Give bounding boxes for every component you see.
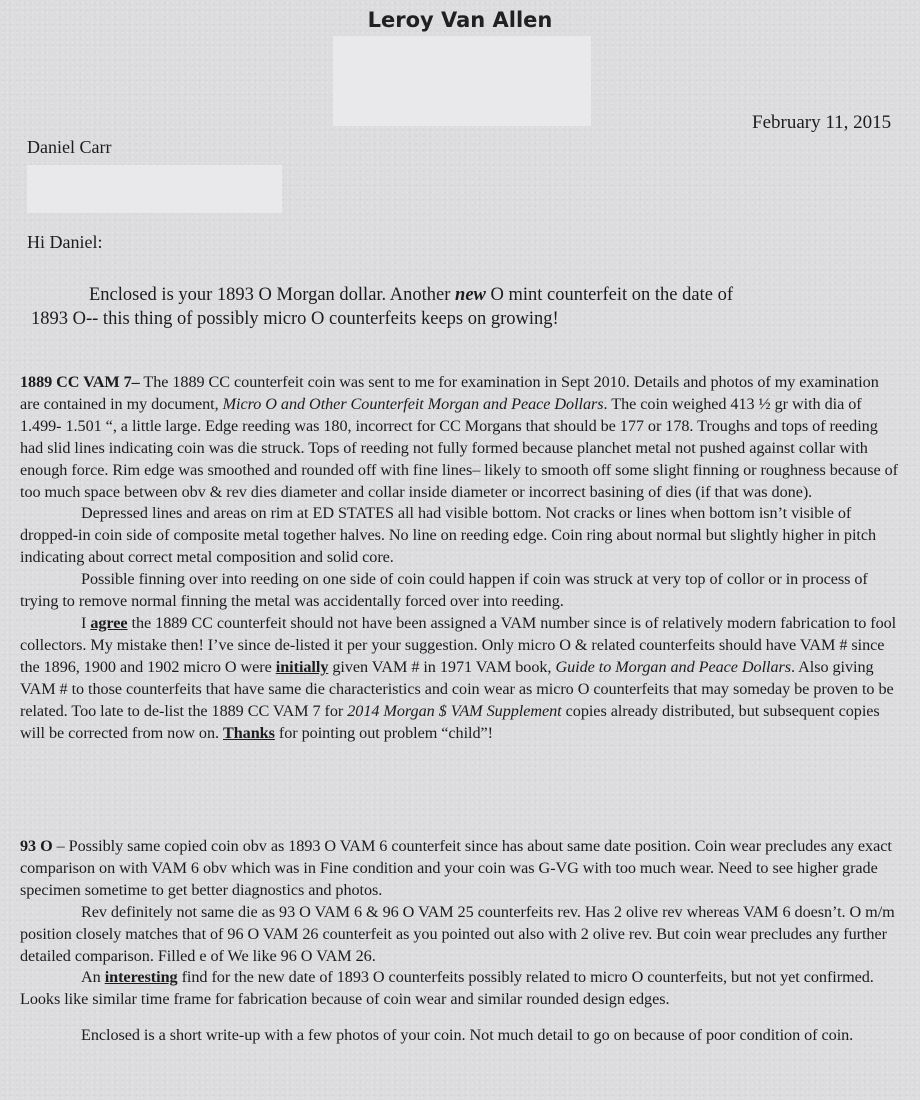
section1-text: for pointing out problem “child”! <box>274 723 494 742</box>
section2-paragraph-3 <box>20 967 900 1011</box>
emphasis-interesting: interesting <box>104 968 178 987</box>
book-title: Guide to Morgan and Peace Dollars <box>555 657 792 676</box>
redacted-recipient-address <box>27 165 282 213</box>
section1-paragraph-1 <box>20 372 900 503</box>
intro-text: O mint counterfeit on the date of <box>485 285 733 305</box>
section1-text: . The coin weighed 413 ½ gr with dia of 1.499- 1.501 “, a little large. Edge reeding was 180, incorrect for CC Morgans that should be 177 or 178. Troughs and tops of reeding had slid lines indicating coin was die struck. Tops of reeding not fully formed because planchet metal not pushed against collar with enough force. Rim edge was smoothed and rounded off with fine lines– likely to smooth off some slight finning or roughness because of too much space between obv & rev dies diameter and collar inside diameter or incorrect basining of dies (if that was done). <box>20 394 898 501</box>
section1-text: The 1889 CC counterfeit coin was sent to me for examination in Sept 2010. Details and photos of my examination are contained in my document, <box>20 373 879 413</box>
section2-paragraph-4: Enclosed is a short write-up with a few photos of your coin. Not much detail to go on because of poor condition of coin. <box>81 1026 854 1045</box>
intro-text: Enclosed is your 1893 O Morgan dollar. Another <box>89 285 456 305</box>
emphasis-initially: initially <box>275 657 329 676</box>
recipient-name: Daniel Carr <box>27 137 112 157</box>
greeting: Hi Daniel: <box>27 232 103 252</box>
section1-paragraph-3: Possible finning over into reeding on one side of coin could happen if coin was struck at very top of collor or in process of trying to remove normal finning the metal was accidentally forced over into reeding. <box>20 570 868 611</box>
redacted-address-block <box>333 36 591 126</box>
letter-date: February 11, 2015 <box>752 112 892 133</box>
intro-line-2: 1893 O-- this thing of possibly micro O counterfeits keeps on growing! <box>31 309 559 329</box>
section1-paragraph-4 <box>20 613 900 744</box>
section1-text: . Also giving VAM # to those counterfeits that have same die characteristics and coin wear as micro O counterfeits that may someday be proven to be related. Too late to de-list the 1889 CC VAM 7 for <box>20 657 894 720</box>
section2-heading: 93 O <box>20 837 53 855</box>
letterhead-name: Leroy Van Allen <box>367 8 553 32</box>
section2-text: – Possibly same copied coin obv as 1893 O VAM 6 counterfeit since has about same date position. Coin wear precludes any exact comparison on with VAM 6 obv which was in Fine condition and your coin was G-VG with too much wear. Need to see higher grade specimen sometime to get better diagnostics and photos. <box>20 837 892 899</box>
section2-paragraph-1 <box>20 836 900 902</box>
section1-text: I <box>81 613 91 632</box>
section-1889-cc-vam-7 <box>20 372 900 744</box>
section2-text: find for the new date of 1893 O counterfeits possibly related to micro O counterfeits, but not yet confirmed. Looks like similar time frame for fabrication because of coin wear and similar rounded design edges. <box>20 968 874 1009</box>
emphasis-agree: agree <box>90 613 128 632</box>
section1-text: copies already distributed, but subsequent copies will be corrected from now on. <box>20 701 880 742</box>
supplement-title: 2014 Morgan $ VAM Supplement <box>347 701 562 720</box>
intro-paragraph <box>31 283 851 331</box>
section1-paragraph-2: Depressed lines and areas on rim at ED STATES all had visible bottom. Not cracks or lines when bottom isn’t visible of dropped-in coin side of composite metal together halves. No line on reeding edge. Coin ring about normal but slightly higher in pitch indicating about correct metal composition and solid core. <box>20 504 877 567</box>
section1-text: the 1889 CC counterfeit should not have been assigned a VAM number since is of relatively modern fabrication to fool collectors. My mistake then! I’ve since de-listed it per your suggestion. Only micro O & related counterfeits should have VAM # since the 1896, 1900 and 1902 micro O were <box>20 613 897 676</box>
intro-emphasis: new <box>455 285 486 305</box>
section-93-o <box>20 836 900 1047</box>
section2-paragraph-2: Rev definitely not same die as 93 O VAM 6 & 96 O VAM 25 counterfeits rev. Has 2 olive rev whereas VAM 6 doesn’t. O m/m position closely matches that of 96 O VAM 26 counterfeit as you pointed out also with 2 olive rev. But coin wear precludes any further detailed comparison. Filled e of We like 96 O VAM 26. <box>20 902 895 965</box>
section2-text: An <box>81 968 105 987</box>
document-title: Micro O and Other Counterfeit Morgan and Peace Dollars <box>222 394 604 413</box>
section1-heading: 1889 CC VAM 7– <box>20 373 140 391</box>
section1-text: given VAM # in 1971 VAM book, <box>328 657 556 676</box>
emphasis-thanks: Thanks <box>222 723 275 742</box>
